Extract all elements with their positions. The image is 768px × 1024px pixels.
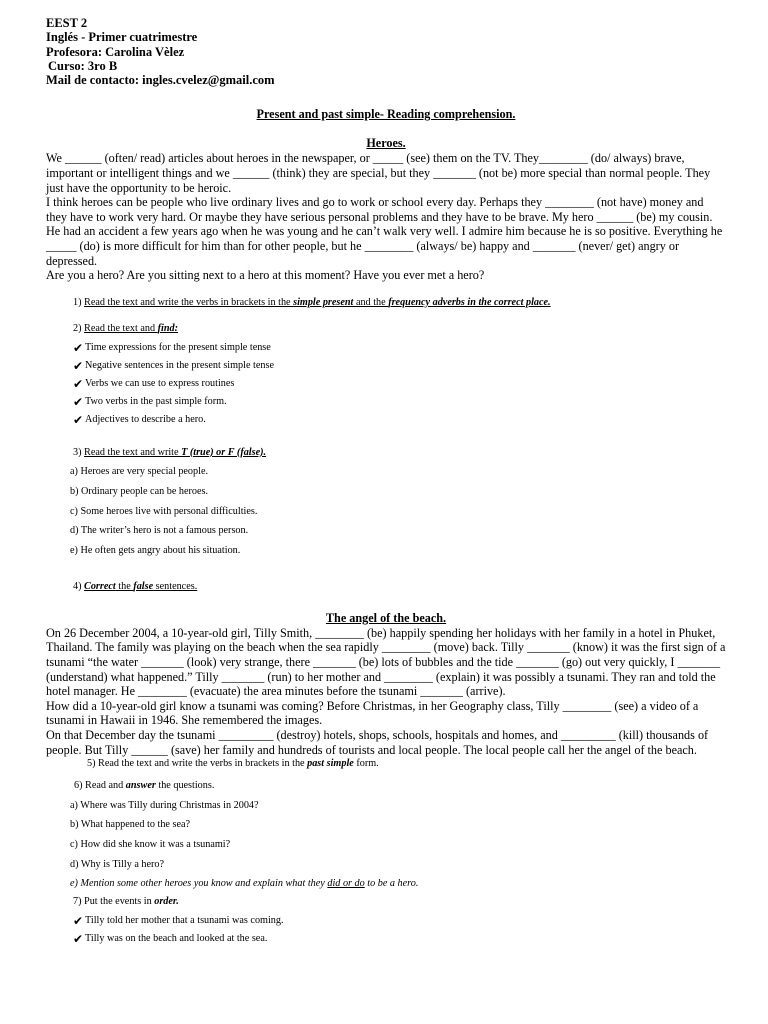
- list-item: c) Some heroes live with personal difficulties.: [70, 505, 258, 517]
- heroes-text: [46, 151, 726, 282]
- contact-email: Mail de contacto: ingles.cvelez@gmail.com: [46, 73, 275, 88]
- list-item: b) Ordinary people can be heroes.: [70, 486, 209, 498]
- task-7-list: [46, 914, 726, 947]
- list-item: ✔ Two verbs in the past simple form.: [73, 394, 227, 409]
- list-item: a) Where was Tilly during Christmas in 2004?: [70, 799, 259, 811]
- task-5-instruction: Read the text and write the verbs in brackets in the past simple form.: [98, 758, 379, 770]
- task-6: 6) Read and answer the questions.: [74, 780, 215, 792]
- list-item: e) Mention some other heroes you know and explain what they did or do to be a hero.: [70, 878, 419, 890]
- checkmark-icon: ✔: [73, 394, 84, 409]
- task-3: 3) Read the text and write T (true) or F (false).: [73, 446, 267, 458]
- list-item: ✔ Negative sentences in the present simple tense: [73, 358, 274, 373]
- list-item: e) He often gets angry about his situation.: [70, 544, 241, 556]
- task-7-instruction: Put the events in order.: [84, 896, 179, 908]
- list-item: ✔ Verbs we can use to express routines: [73, 376, 235, 391]
- angel-text: [46, 626, 726, 757]
- checkmark-icon: ✔: [73, 340, 84, 355]
- task-4-instruction: Correct the false sentences.: [84, 580, 198, 592]
- task-4: 4) Correct the false sentences.: [73, 580, 198, 592]
- checkmark-icon: ✔: [73, 914, 84, 929]
- checkmark-icon: ✔: [73, 932, 84, 947]
- task-3-instruction: Read the text and write T (true) or F (false).: [84, 446, 267, 458]
- checkmark-icon: ✔: [73, 358, 84, 373]
- header-block: [46, 16, 726, 87]
- task-2: 2) Read the text and find:: [73, 322, 178, 334]
- task-2-instruction: Read the text and find:: [84, 322, 178, 334]
- grade: Curso: 3ro B: [48, 58, 118, 73]
- angel-paragraph-2: How did a 10-year-old girl know a tsunami was coming? Before Christmas, in her Geography class, Tilly ________ (see) a video of a tsunami in Hawaii in 1946. She remembered the images.: [46, 698, 699, 728]
- task-7: 7) Put the events in order.: [73, 896, 179, 908]
- list-item: c) How did she know it was a tsunami?: [70, 838, 231, 850]
- document-title: Present and past simple- Reading comprehension.: [256, 107, 516, 122]
- checkmark-icon: ✔: [73, 376, 84, 391]
- teacher-name: Profesora: Carolina Vèlez: [46, 44, 185, 59]
- list-item: ✔ Adjectives to describe a hero.: [73, 412, 206, 427]
- list-item: d) Why is Tilly a hero?: [70, 858, 165, 870]
- angel-title: The angel of the beach.: [325, 610, 447, 625]
- heroes-title: Heroes.: [366, 136, 406, 151]
- task-3-list: [46, 466, 726, 556]
- heroes-paragraph-3: Are you a hero? Are you sitting next to a hero at this moment? Have you ever met a hero?: [46, 268, 485, 283]
- list-item: d) The writer’s hero is not a famous person.: [70, 525, 249, 537]
- list-item: a) Heroes are very special people.: [70, 466, 209, 478]
- task-6-instruction: Read and answer the questions.: [85, 780, 215, 792]
- angel-paragraph-1: On 26 December 2004, a 10-year-old girl, Tilly Smith, ________ (be) happily spending her holidays with her family in a hotel in Phuket, Thailand. The family was playing on the beach when the sea rapidly ________ (move) back. Tilly _______ (know) it was the first sign of a tsunami “the water _______ (look) very strange, there _______ (be) lots of bubbles and the tide _______ (go) out very quickly, I _______ (understand) what happened.” Tilly _______ (run) to her mother and ________ (explain) it was possibly a tsunami. They ran and told the hotel manager. He ________ (evacuate) the area minutes before the tsunami _______ (arrive).: [46, 625, 726, 699]
- task-6-list: [46, 800, 726, 890]
- heroes-paragraph-2: I think heroes can be people who live ordinary lives and go to work or school every day. Perhaps they ________ (not have) money and they have to work very hard. Or maybe they have serious personal problems and they have to be brave. My hero ______ (be) my cousin. He had an accident a few years ago when he was young and he can’t walk very well. I admire him because he is so positive. Everything he _____ (do) is more difficult for him than for other people, but he ________ (always/ be) happy and _______ (never/ get) angry or depressed.: [46, 195, 723, 268]
- worksheet-page: [46, 16, 726, 947]
- angel-paragraph-3: On that December day the tsunami _________ (destroy) hotels, shops, schools, hospitals and homes, and _________ (kill) thousands of people. But Tilly ______ (save) her family and hundreds of tourists and local people. The local people call her the angel of the beach.: [46, 727, 709, 757]
- task-5: 5) Read the text and write the verbs in brackets in the past simple form.: [87, 758, 379, 770]
- course-term: Inglés - Primer cuatrimestre: [46, 30, 198, 45]
- task-1: 1) Read the text and write the verbs in brackets in the simple present and the frequency adverbs in the correct place.: [73, 296, 551, 308]
- list-item: b) What happened to the sea?: [70, 819, 191, 831]
- list-item: ✔ Tilly told her mother that a tsunami was coming.: [73, 914, 284, 929]
- school-name: EEST 2: [46, 16, 88, 30]
- list-item: ✔ Tilly was on the beach and looked at the sea.: [73, 932, 268, 947]
- checkmark-icon: ✔: [73, 412, 84, 427]
- task-1-instruction: Read the text and write the verbs in brackets in the simple present and the frequency adverbs in the correct place.: [84, 296, 551, 308]
- task-2-list: [46, 342, 726, 425]
- heroes-paragraph-1: We ______ (often/ read) articles about heroes in the newspaper, or _____ (see) them on the TV. They________ (do/ always) brave, important or intelligent things and we ______ (think) they are special, but they _______ (not be) more special than normal people. They just have the opportunity to be heroic.: [46, 151, 711, 195]
- list-item: ✔ Time expressions for the present simple tense: [73, 340, 271, 355]
